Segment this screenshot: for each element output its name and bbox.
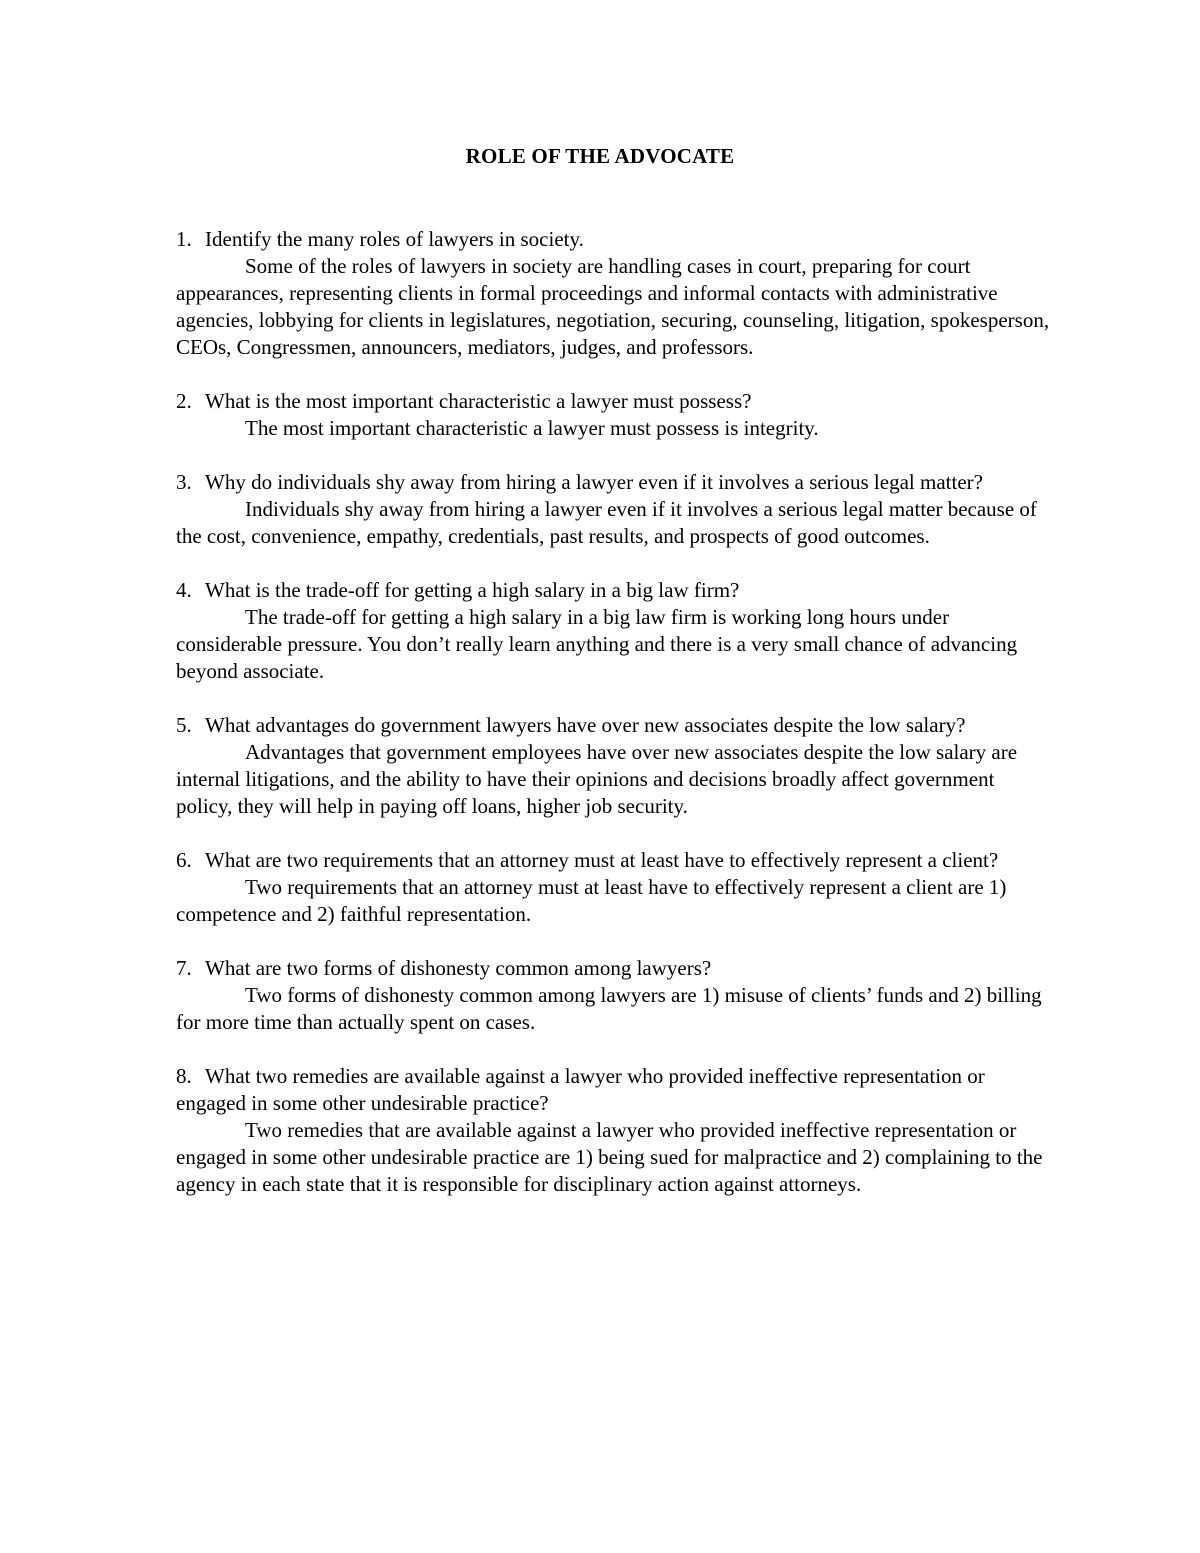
qa-item-3 (176, 469, 1056, 550)
question-number: 6. (176, 848, 192, 872)
answer-3: Individuals shy away from hiring a lawyer even if it involves a serious legal matter because of the cost, convenience, empathy, credentials, past results, and prospects of good outcomes. (176, 497, 1037, 548)
answer-2: The most important characteristic a lawyer must possess is integrity. (245, 416, 819, 440)
qa-item-4 (176, 577, 1056, 685)
answer-7: Two forms of dishonesty common among lawyers are 1) misuse of clients’ funds and 2) billing for more time than actually spent on cases. (176, 983, 1042, 1034)
question-2 (176, 388, 1056, 415)
page-title: ROLE OF THE ADVOCATE (465, 144, 735, 168)
question-1 (176, 226, 1056, 253)
question-number: 1. (176, 227, 192, 251)
question-text: Identify the many roles of lawyers in society. (205, 227, 584, 251)
question-text: What are two forms of dishonesty common among lawyers? (205, 956, 712, 980)
question-text: What is the most important characteristic a lawyer must possess? (205, 389, 752, 413)
question-number: 8. (176, 1064, 192, 1088)
answer-6: Two requirements that an attorney must at least have to effectively represent a client are 1) competence and 2) faithful representation. (176, 875, 1007, 926)
question-7 (176, 955, 1056, 982)
question-text: What two remedies are available against a lawyer who provided ineffective representation or engaged in some other undesirable practice? (176, 1064, 985, 1115)
qa-list (176, 226, 1056, 1225)
answer-4: The trade-off for getting a high salary in a big law firm is working long hours under considerable pressure. You don’t really learn anything and there is a very small chance of advancing beyond associate. (176, 605, 1018, 683)
question-text: Why do individuals shy away from hiring a lawyer even if it involves a serious legal matter? (205, 470, 983, 494)
question-6 (176, 847, 1056, 874)
answer-1: Some of the roles of lawyers in society are handling cases in court, preparing for court appearances, representing clients in formal proceedings and informal contacts with administrative agencies, lobbying for clients in legislatures, negotiation, securing, counseling, litigation, spokesperson, CEOs, Congressmen, announcers, mediators, judges, and professors. (176, 254, 1050, 359)
qa-item-1 (176, 226, 1056, 361)
question-text: What is the trade-off for getting a high salary in a big law firm? (205, 578, 740, 602)
question-number: 3. (176, 470, 192, 494)
answer-8: Two remedies that are available against a lawyer who provided ineffective representation or engaged in some other undesirable practice are 1) being sued for malpractice and 2) complaining to the agency in each state that it is responsible for disciplinary action against attorneys. (176, 1118, 1043, 1196)
question-4 (176, 577, 1056, 604)
answer-5: Advantages that government employees have over new associates despite the low salary are internal litigations, and the ability to have their opinions and decisions broadly affect government policy, they will help in paying off loans, higher job security. (176, 740, 1018, 818)
qa-item-2 (176, 388, 1056, 442)
qa-item-5 (176, 712, 1056, 820)
question-text: What are two requirements that an attorney must at least have to effectively represent a client? (205, 848, 999, 872)
question-text: What advantages do government lawyers have over new associates despite the low salary? (205, 713, 966, 737)
qa-item-8 (176, 1063, 1056, 1198)
question-number: 7. (176, 956, 192, 980)
qa-item-6 (176, 847, 1056, 928)
question-5 (176, 712, 1056, 739)
question-3 (176, 469, 1056, 496)
question-8 (176, 1063, 1056, 1117)
question-number: 5. (176, 713, 192, 737)
question-number: 4. (176, 578, 192, 602)
question-number: 2. (176, 389, 192, 413)
qa-item-7 (176, 955, 1056, 1036)
